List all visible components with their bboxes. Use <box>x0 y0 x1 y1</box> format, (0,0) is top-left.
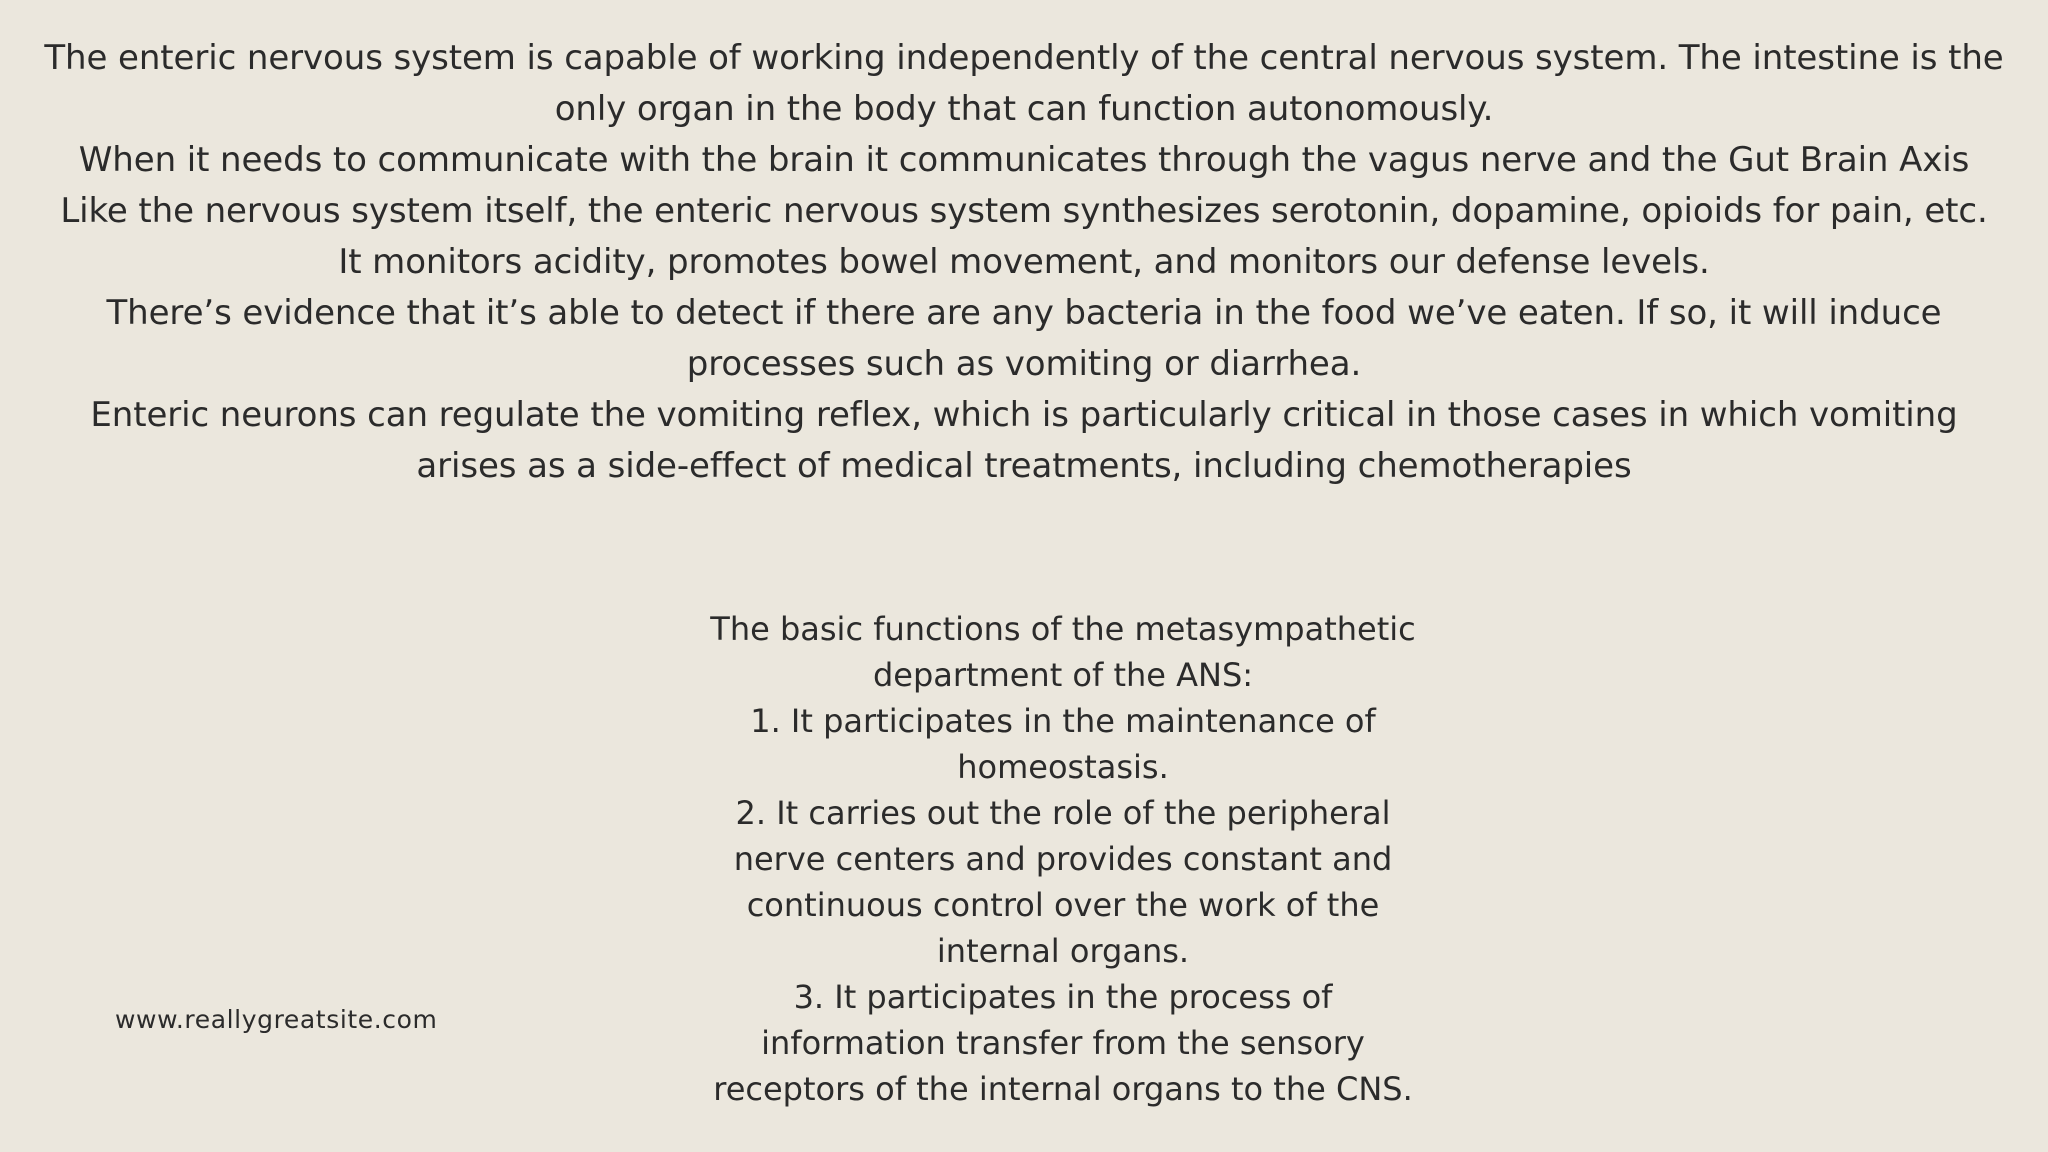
function-item-nerve-centers: 2. It carries out the role of the peripheral nerve centers and provides constant and continuous control over the work of the internal organs. <box>733 794 1393 970</box>
intro-paragraph-vomiting-reflex: Enteric neurons can regulate the vomiting reflex, which is particularly critical in those cases in which vomiting arises as a side-effect of medical treatments, including chemotherapies <box>90 395 1958 486</box>
website-url: www.reallygreatsite.com <box>115 1005 438 1034</box>
function-item-homeostasis: 1. It participates in the maintenance of homeostasis. <box>750 702 1376 786</box>
functions-heading: The basic functions of the metasympathetic department of the ANS: <box>710 610 1416 694</box>
intro-paragraph-bacteria: There’s evidence that it’s able to detect if there are any bacteria in the food we’ve eaten. If so, it will induce processes such as vomiting or diarrhea. <box>106 293 1942 384</box>
intro-text-block <box>40 33 2008 492</box>
function-item-information-transfer: 3. It participates in the process of information transfer from the sensory receptors of the internal organs to the CNS. <box>713 978 1413 1108</box>
intro-paragraph-neurotransmitters: Like the nervous system itself, the enteric nervous system synthesizes serotonin, dopamine, opioids for pain, etc. <box>60 191 1988 231</box>
intro-paragraph-vagus: When it needs to communicate with the brain it communicates through the vagus nerve and the Gut Brain Axis <box>78 140 1970 180</box>
intro-paragraph-autonomy: The enteric nervous system is capable of working independently of the central nervous system. The intestine is the only organ in the body that can function autonomously. <box>44 38 2004 129</box>
intro-paragraph-monitoring: It monitors acidity, promotes bowel movement, and monitors our defense levels. <box>338 242 1710 282</box>
functions-text-block <box>700 606 1426 1112</box>
